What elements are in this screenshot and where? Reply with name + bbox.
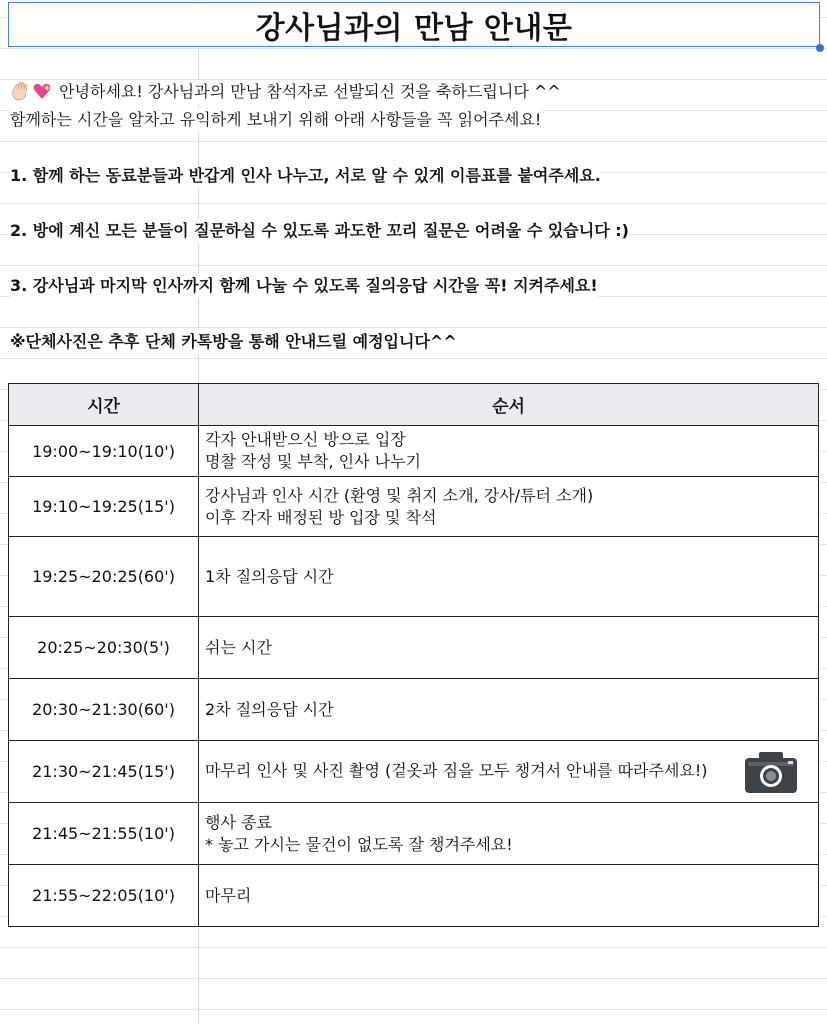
time-cell[interactable]: 21:30~21:45(15') — [9, 741, 199, 803]
order-text: 이후 각자 배정된 방 입장 및 착석 — [205, 507, 437, 527]
table-row — [9, 617, 819, 679]
time-cell[interactable]: 21:55~22:05(10') — [9, 865, 199, 927]
order-text: 마무리 인사 및 사진 촬영 (겉옷과 짐을 모두 챙겨서 안내를 따라주세요!) — [205, 760, 708, 780]
table-row — [9, 803, 819, 865]
order-cell[interactable] — [199, 617, 819, 679]
rule-3: 3. 강사님과 마지막 인사까지 함께 나눌 수 있도록 질의응답 시간을 꼭! 지켜주세요! — [10, 274, 598, 298]
order-cell[interactable] — [199, 865, 819, 927]
order-text: 2차 질의응답 시간 — [205, 699, 334, 719]
table-row — [9, 741, 819, 803]
intro-text-1: 안녕하세요! 강사님과의 만남 참석자로 선발되신 것을 축하드립니다 ^^ — [59, 82, 561, 101]
table-header-row — [9, 384, 819, 426]
time-cell[interactable]: 19:25~20:25(60') — [9, 537, 199, 617]
photo-note: ※단체사진은 추후 단체 카톡방을 통해 안내드릴 예정입니다^^ — [10, 330, 457, 354]
order-text: 쉬는 시간 — [205, 637, 272, 657]
intro-line-2: 함께하는 시간을 알차고 유익하게 보내기 위해 아래 사항들을 꼭 읽어주세요! — [10, 108, 541, 132]
rule-2: 2. 방에 계신 모든 분들이 질문하실 수 있도록 과도한 꼬리 질문은 어려울 수 있습니다 :) — [10, 219, 629, 243]
header-time[interactable]: 시간 — [9, 384, 199, 426]
waving-hand-icon — [10, 81, 30, 101]
header-order[interactable]: 순서 — [199, 384, 819, 426]
time-cell[interactable]: 20:25~20:30(5') — [9, 617, 199, 679]
schedule-table — [8, 383, 819, 927]
order-text: 1차 질의응답 시간 — [205, 566, 334, 586]
order-cell[interactable] — [199, 803, 819, 865]
order-cell[interactable] — [199, 477, 819, 537]
intro-line-1 — [10, 80, 561, 104]
table-row — [9, 679, 819, 741]
table-row — [9, 426, 819, 477]
order-cell[interactable] — [199, 537, 819, 617]
sparkling-heart-icon — [32, 81, 52, 101]
page-title[interactable]: 강사님과의 만남 안내문 — [8, 2, 820, 47]
camera-icon — [744, 750, 798, 794]
order-cell[interactable] — [199, 679, 819, 741]
order-text: 각자 안내받으신 방으로 입장 — [205, 430, 406, 449]
table-row — [9, 865, 819, 927]
time-cell[interactable]: 20:30~21:30(60') — [9, 679, 199, 741]
order-cell[interactable] — [199, 426, 819, 477]
rule-1: 1. 함께 하는 동료분들과 반갑게 인사 나누고, 서로 알 수 있게 이름표를 붙여주세요. — [10, 164, 601, 188]
order-text: 명찰 작성 및 부착, 인사 나누기 — [205, 452, 421, 471]
order-text: * 놓고 가시는 물건이 없도록 잘 챙겨주세요! — [205, 834, 513, 854]
order-text: 강사님과 인사 시간 (환영 및 취지 소개, 강사/튜터 소개) — [205, 485, 594, 505]
time-cell[interactable]: 19:00~19:10(10') — [9, 426, 199, 477]
selection-fill-handle[interactable] — [816, 44, 824, 52]
table-row — [9, 537, 819, 617]
order-cell[interactable] — [199, 741, 819, 803]
time-cell[interactable]: 21:45~21:55(10') — [9, 803, 199, 865]
table-row — [9, 477, 819, 537]
time-cell[interactable]: 19:10~19:25(15') — [9, 477, 199, 537]
order-text: 행사 종료 — [205, 812, 272, 832]
order-text: 마무리 — [205, 885, 252, 905]
